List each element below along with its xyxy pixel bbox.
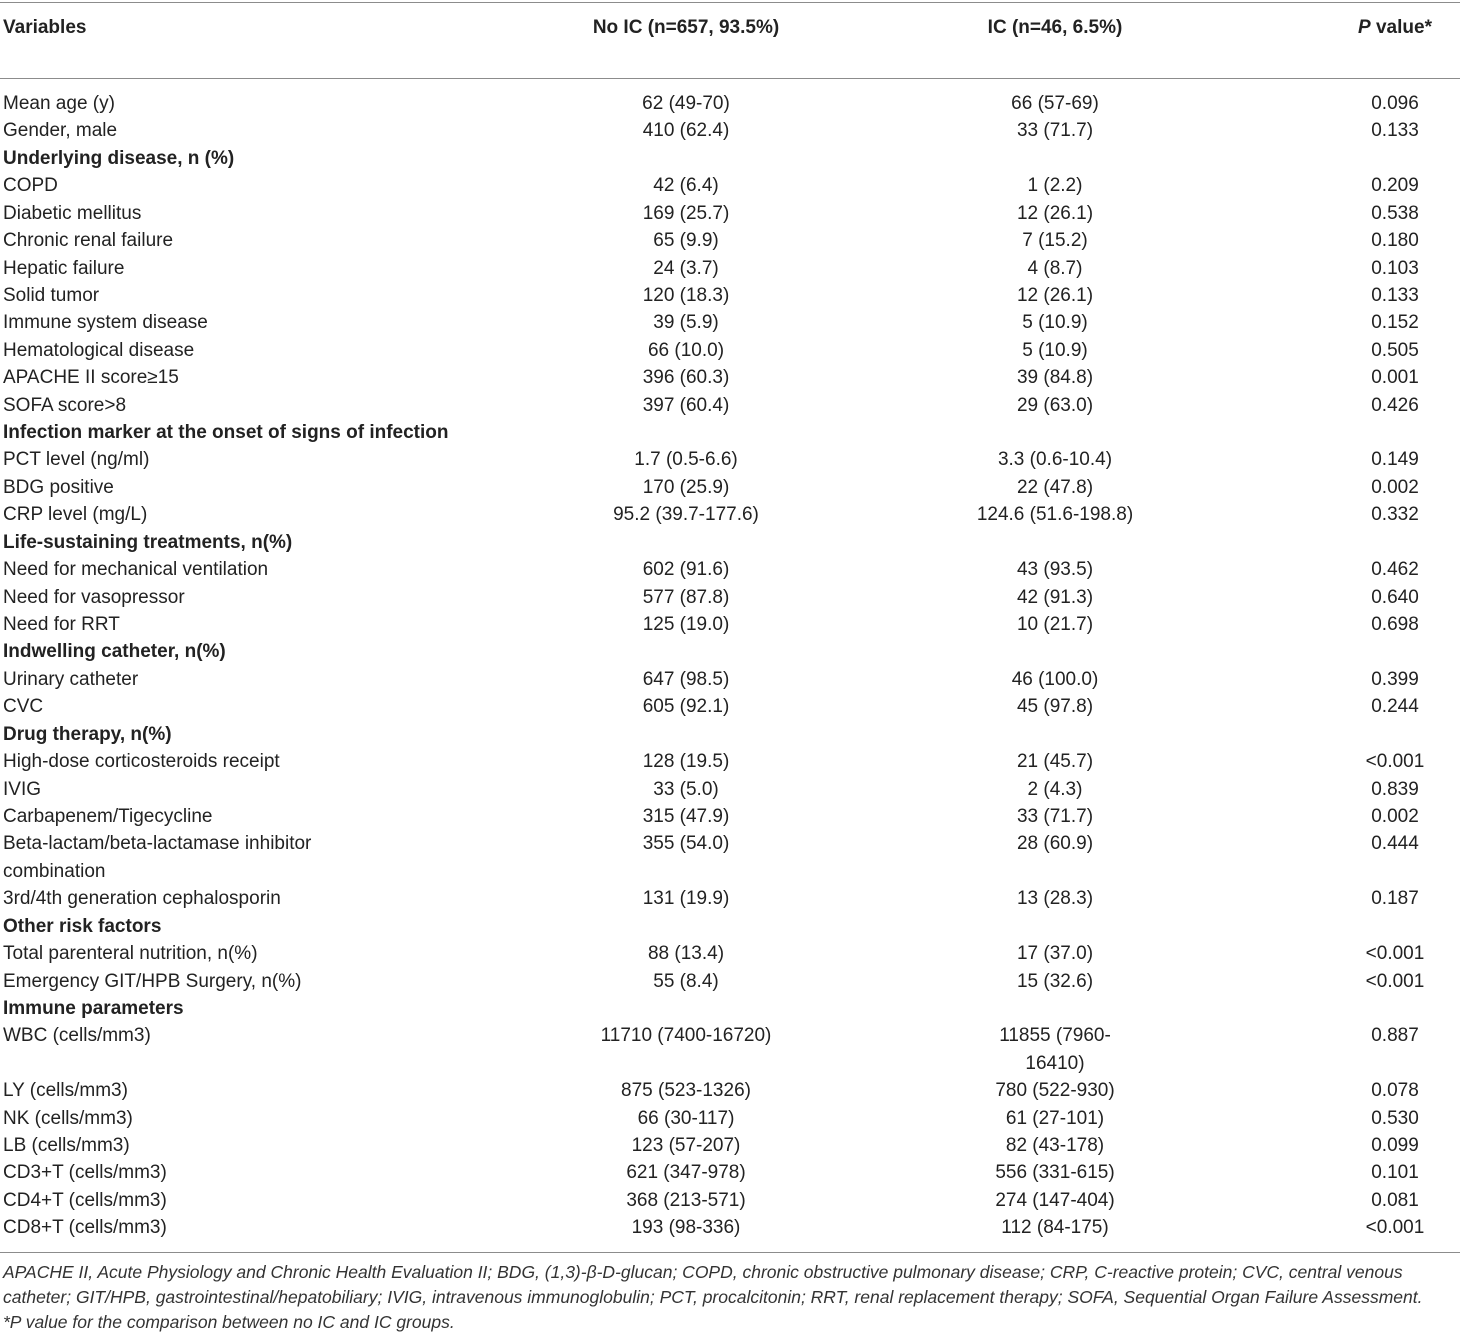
- ic-value: 7 (15.2): [1022, 230, 1088, 252]
- table-row: [0, 309, 1460, 336]
- ic-value: 780 (522-930): [995, 1080, 1115, 1102]
- p-value: 0.887: [1371, 1025, 1419, 1047]
- header-variables: Variables: [3, 17, 87, 38]
- table-row: [0, 748, 1460, 775]
- ic-value: 33 (71.7): [1016, 805, 1094, 827]
- ic-value: 21 (45.7): [1016, 751, 1094, 773]
- no-ic-value: 605 (92.1): [642, 696, 730, 718]
- table-row: [0, 172, 1460, 199]
- no-ic-value: 131 (19.9): [642, 888, 730, 910]
- p-value: 0.002: [1371, 476, 1419, 498]
- p-value: 0.530: [1371, 1107, 1419, 1129]
- p-value: 0.001: [1371, 367, 1419, 389]
- table-row: [0, 830, 1460, 885]
- variable-label: 3rd/4th generation cephalosporin: [3, 888, 281, 910]
- variable-label: CD3+T (cells/mm3): [3, 1162, 167, 1184]
- no-ic-value: 11710 (7400-16720): [600, 1025, 772, 1047]
- ic-value: 10 (21.7): [1016, 614, 1094, 636]
- section-header-row: [0, 638, 1460, 665]
- header-no-ic: No IC (n=657, 93.5%): [592, 17, 780, 38]
- variable-label: Beta-lactam/beta-lactamase inhibitor combination: [3, 833, 312, 882]
- p-value: 0.505: [1371, 339, 1419, 361]
- p-value: <0.001: [1365, 1217, 1425, 1239]
- section-label: Infection marker at the onset of signs of infection: [3, 422, 449, 444]
- ic-value: 17 (37.0): [1016, 943, 1094, 965]
- p-value: 0.078: [1371, 1080, 1419, 1102]
- ic-value: 82 (43-178): [1005, 1135, 1105, 1157]
- no-ic-value: 33 (5.0): [653, 778, 719, 800]
- variable-label: CD8+T (cells/mm3): [3, 1217, 167, 1239]
- no-ic-value: 123 (57-207): [631, 1135, 741, 1157]
- table-row: [0, 1187, 1460, 1214]
- variable-label: COPD: [3, 175, 58, 197]
- no-ic-value: 88 (13.4): [647, 943, 725, 965]
- ic-value: 45 (97.8): [1016, 696, 1094, 718]
- ic-value: 11855 (7960-16410): [999, 1025, 1111, 1074]
- ic-value: 29 (63.0): [1016, 394, 1094, 416]
- variable-label: PCT level (ng/ml): [3, 449, 150, 471]
- p-value: 0.152: [1371, 312, 1419, 334]
- ic-value: 112 (84-175): [1001, 1217, 1109, 1239]
- no-ic-value: 875 (523-1326): [621, 1080, 751, 1102]
- table-row: [0, 940, 1460, 967]
- p-value: 0.103: [1371, 257, 1419, 279]
- table-row: [0, 282, 1460, 309]
- ic-value: 39 (84.8): [1016, 367, 1094, 389]
- variable-label: APACHE II score≥15: [3, 367, 179, 389]
- no-ic-value: 170 (25.9): [642, 476, 730, 498]
- table-footnotes: [3, 1260, 1458, 1335]
- ic-value: 5 (10.9): [1022, 339, 1088, 361]
- header-ic: IC (n=46, 6.5%): [987, 17, 1123, 38]
- no-ic-value: 95.2 (39.7-177.6): [613, 504, 759, 526]
- no-ic-value: 55 (8.4): [653, 970, 719, 992]
- table-row: [0, 90, 1460, 117]
- table-row: [0, 501, 1460, 528]
- no-ic-value: 647 (98.5): [642, 668, 730, 690]
- variable-label: Immune system disease: [3, 312, 208, 334]
- variable-label: CVC: [3, 696, 44, 718]
- table-row: [0, 392, 1460, 419]
- table-row: [0, 446, 1460, 473]
- ic-value: 1 (2.2): [1027, 175, 1083, 197]
- table-row: [0, 1214, 1460, 1241]
- ic-value: 42 (91.3): [1016, 586, 1094, 608]
- table-row: [0, 1105, 1460, 1132]
- section-header-row: [0, 721, 1460, 748]
- table-top-rule: [0, 2, 1460, 3]
- section-label: Drug therapy, n(%): [3, 723, 172, 745]
- section-label: Immune parameters: [3, 997, 184, 1019]
- section-label: Other risk factors: [3, 915, 162, 937]
- variable-label: High-dose corticosteroids receipt: [3, 751, 280, 773]
- variable-label: Emergency GIT/HPB Surgery, n(%): [3, 970, 302, 992]
- ic-value: 3.3 (0.6-10.4): [997, 449, 1113, 471]
- ic-value: 556 (331-615): [995, 1162, 1115, 1184]
- ic-value: 12 (26.1): [1016, 202, 1094, 224]
- ic-value: 43 (93.5): [1016, 559, 1094, 581]
- table-row: [0, 776, 1460, 803]
- no-ic-value: 128 (19.5): [642, 751, 730, 773]
- p-value: 0.002: [1371, 805, 1419, 827]
- section-header-row: [0, 145, 1460, 172]
- table-row: [0, 611, 1460, 638]
- variable-label: Urinary catheter: [3, 668, 139, 690]
- table-row: [0, 885, 1460, 912]
- no-ic-value: 577 (87.8): [642, 586, 730, 608]
- p-value: 0.332: [1371, 504, 1419, 526]
- p-value-note: *P value for the comparison between no IC and IC groups.: [3, 1312, 455, 1332]
- header-p-rest: value*: [1370, 17, 1432, 38]
- abbreviations-note: APACHE II, Acute Physiology and Chronic Health Evaluation II; BDG, (1,3)-β-D-glucan; COPD, chronic obstructive pulmonary disease; CRP, C-reactive protein; CVC, central venous catheter; GIT/HPB, gastrointestinal/hepatobiliary; IVIG, intravenous immunoglobulin; PCT, procalcitonin; RRT, renal replacement therapy; SOFA, Sequential Organ Failure Assessment.: [3, 1262, 1423, 1307]
- variable-label: Mean age (y): [3, 93, 115, 114]
- ic-value: 33 (71.7): [1016, 120, 1094, 142]
- no-ic-value: 65 (9.9): [653, 230, 719, 252]
- no-ic-value: 169 (25.7): [642, 202, 730, 224]
- p-value: 0.149: [1371, 449, 1419, 471]
- p-value: <0.001: [1365, 970, 1425, 992]
- variable-label: CD4+T (cells/mm3): [3, 1189, 167, 1211]
- p-value: 0.133: [1371, 284, 1419, 306]
- table-row: [0, 117, 1460, 144]
- table-row: [0, 556, 1460, 583]
- ic-value: 13 (28.3): [1016, 888, 1094, 910]
- variable-label: SOFA score>8: [3, 394, 127, 416]
- p-value: 0.538: [1371, 202, 1419, 224]
- table-row: [0, 200, 1460, 227]
- p-value: 0.640: [1371, 586, 1419, 608]
- ic-value: 28 (60.9): [1016, 833, 1094, 855]
- section-header-row: [0, 419, 1460, 446]
- table-row: [0, 693, 1460, 720]
- table-bottom-rule: [0, 1252, 1460, 1253]
- table-row: [0, 1159, 1460, 1186]
- ic-value: 66 (57-69): [1011, 93, 1099, 114]
- no-ic-value: 125 (19.0): [642, 614, 730, 636]
- no-ic-value: 396 (60.3): [642, 367, 730, 389]
- ic-value: 124.6 (51.6-198.8): [976, 504, 1134, 526]
- table-row: [0, 337, 1460, 364]
- table-row: [0, 255, 1460, 282]
- no-ic-value: 193 (98-336): [631, 1217, 741, 1239]
- p-value: 0.096: [1371, 93, 1419, 114]
- variable-label: LB (cells/mm3): [3, 1135, 130, 1157]
- ic-value: 61 (27-101): [1005, 1107, 1105, 1129]
- table-row: [0, 474, 1460, 501]
- table-row: [0, 1022, 1460, 1077]
- p-value: 0.839: [1371, 778, 1419, 800]
- table-row: [0, 227, 1460, 254]
- p-value: 0.444: [1371, 833, 1419, 855]
- no-ic-value: 66 (30-117): [637, 1107, 735, 1129]
- section-label: Indwelling catheter, n(%): [3, 641, 226, 663]
- variable-label: Gender, male: [3, 120, 118, 142]
- variable-label: Hepatic failure: [3, 257, 125, 279]
- variable-label: IVIG: [3, 778, 42, 800]
- no-ic-value: 621 (347-978): [626, 1162, 746, 1184]
- p-value: 0.462: [1371, 559, 1419, 581]
- variable-label: Chronic renal failure: [3, 230, 174, 252]
- variable-label: Solid tumor: [3, 284, 100, 306]
- variable-label: Diabetic mellitus: [3, 202, 142, 224]
- no-ic-value: 368 (213-571): [626, 1189, 746, 1211]
- section-label: Life-sustaining treatments, n(%): [3, 531, 293, 553]
- variable-label: BDG positive: [3, 476, 114, 498]
- no-ic-value: 42 (6.4): [653, 175, 719, 197]
- table-row: [0, 1077, 1460, 1104]
- ic-value: 12 (26.1): [1016, 284, 1094, 306]
- no-ic-value: 602 (91.6): [642, 559, 730, 581]
- p-value: 0.244: [1371, 696, 1419, 718]
- no-ic-value: 410 (62.4): [642, 120, 730, 142]
- variable-label: WBC (cells/mm3): [3, 1025, 151, 1047]
- variable-label: Total parenteral nutrition, n(%): [3, 943, 258, 965]
- no-ic-value: 397 (60.4): [642, 394, 730, 416]
- no-ic-value: 315 (47.9): [642, 805, 730, 827]
- ic-value: 2 (4.3): [1027, 778, 1083, 800]
- variable-label: NK (cells/mm3): [3, 1107, 133, 1129]
- variable-label: Need for RRT: [3, 614, 120, 636]
- table-row: [0, 584, 1460, 611]
- table-row: [0, 1132, 1460, 1159]
- section-label: Underlying disease, n (%): [3, 147, 235, 169]
- p-value: 0.209: [1371, 175, 1419, 197]
- variable-label: Need for mechanical ventilation: [3, 559, 269, 581]
- ic-value: 15 (32.6): [1016, 970, 1094, 992]
- variable-label: Carbapenem/Tigecycline: [3, 805, 213, 827]
- p-value: <0.001: [1365, 751, 1425, 773]
- table-row: [0, 666, 1460, 693]
- header-rule: [0, 78, 1460, 79]
- variable-label: CRP level (mg/L): [3, 504, 148, 526]
- table-row: [0, 364, 1460, 391]
- section-header-row: [0, 529, 1460, 556]
- p-value: 0.081: [1371, 1189, 1419, 1211]
- no-ic-value: 39 (5.9): [653, 312, 719, 334]
- no-ic-value: 66 (10.0): [647, 339, 725, 361]
- ic-value: 46 (100.0): [1011, 668, 1099, 690]
- p-value: 0.426: [1371, 394, 1419, 416]
- no-ic-value: 24 (3.7): [653, 257, 719, 279]
- p-value: 0.187: [1371, 888, 1419, 910]
- ic-value: 22 (47.8): [1016, 476, 1094, 498]
- table-row: [0, 968, 1460, 995]
- no-ic-value: 355 (54.0): [642, 833, 730, 855]
- p-value: 0.399: [1371, 668, 1419, 690]
- no-ic-value: 1.7 (0.5-6.6): [634, 449, 738, 471]
- variable-label: Hematological disease: [3, 339, 195, 361]
- header-p-value: [1330, 14, 1460, 41]
- table-row: [0, 803, 1460, 830]
- table-body: [0, 90, 1460, 1242]
- p-value: 0.180: [1371, 230, 1419, 252]
- ic-value: 5 (10.9): [1022, 312, 1088, 334]
- p-value: <0.001: [1365, 943, 1425, 965]
- p-value: 0.133: [1371, 120, 1419, 142]
- p-value: 0.698: [1371, 614, 1419, 636]
- header-p-italic: P: [1358, 17, 1371, 38]
- p-value: 0.099: [1371, 1135, 1419, 1157]
- section-header-row: [0, 995, 1460, 1022]
- ic-value: 4 (8.7): [1027, 257, 1083, 279]
- variable-label: Need for vasopressor: [3, 586, 185, 608]
- ic-value: 274 (147-404): [995, 1189, 1115, 1211]
- p-value: 0.101: [1371, 1162, 1419, 1184]
- section-header-row: [0, 913, 1460, 940]
- no-ic-value: 120 (18.3): [642, 284, 730, 306]
- variable-label: LY (cells/mm3): [3, 1080, 128, 1102]
- no-ic-value: 62 (49-70): [642, 93, 730, 114]
